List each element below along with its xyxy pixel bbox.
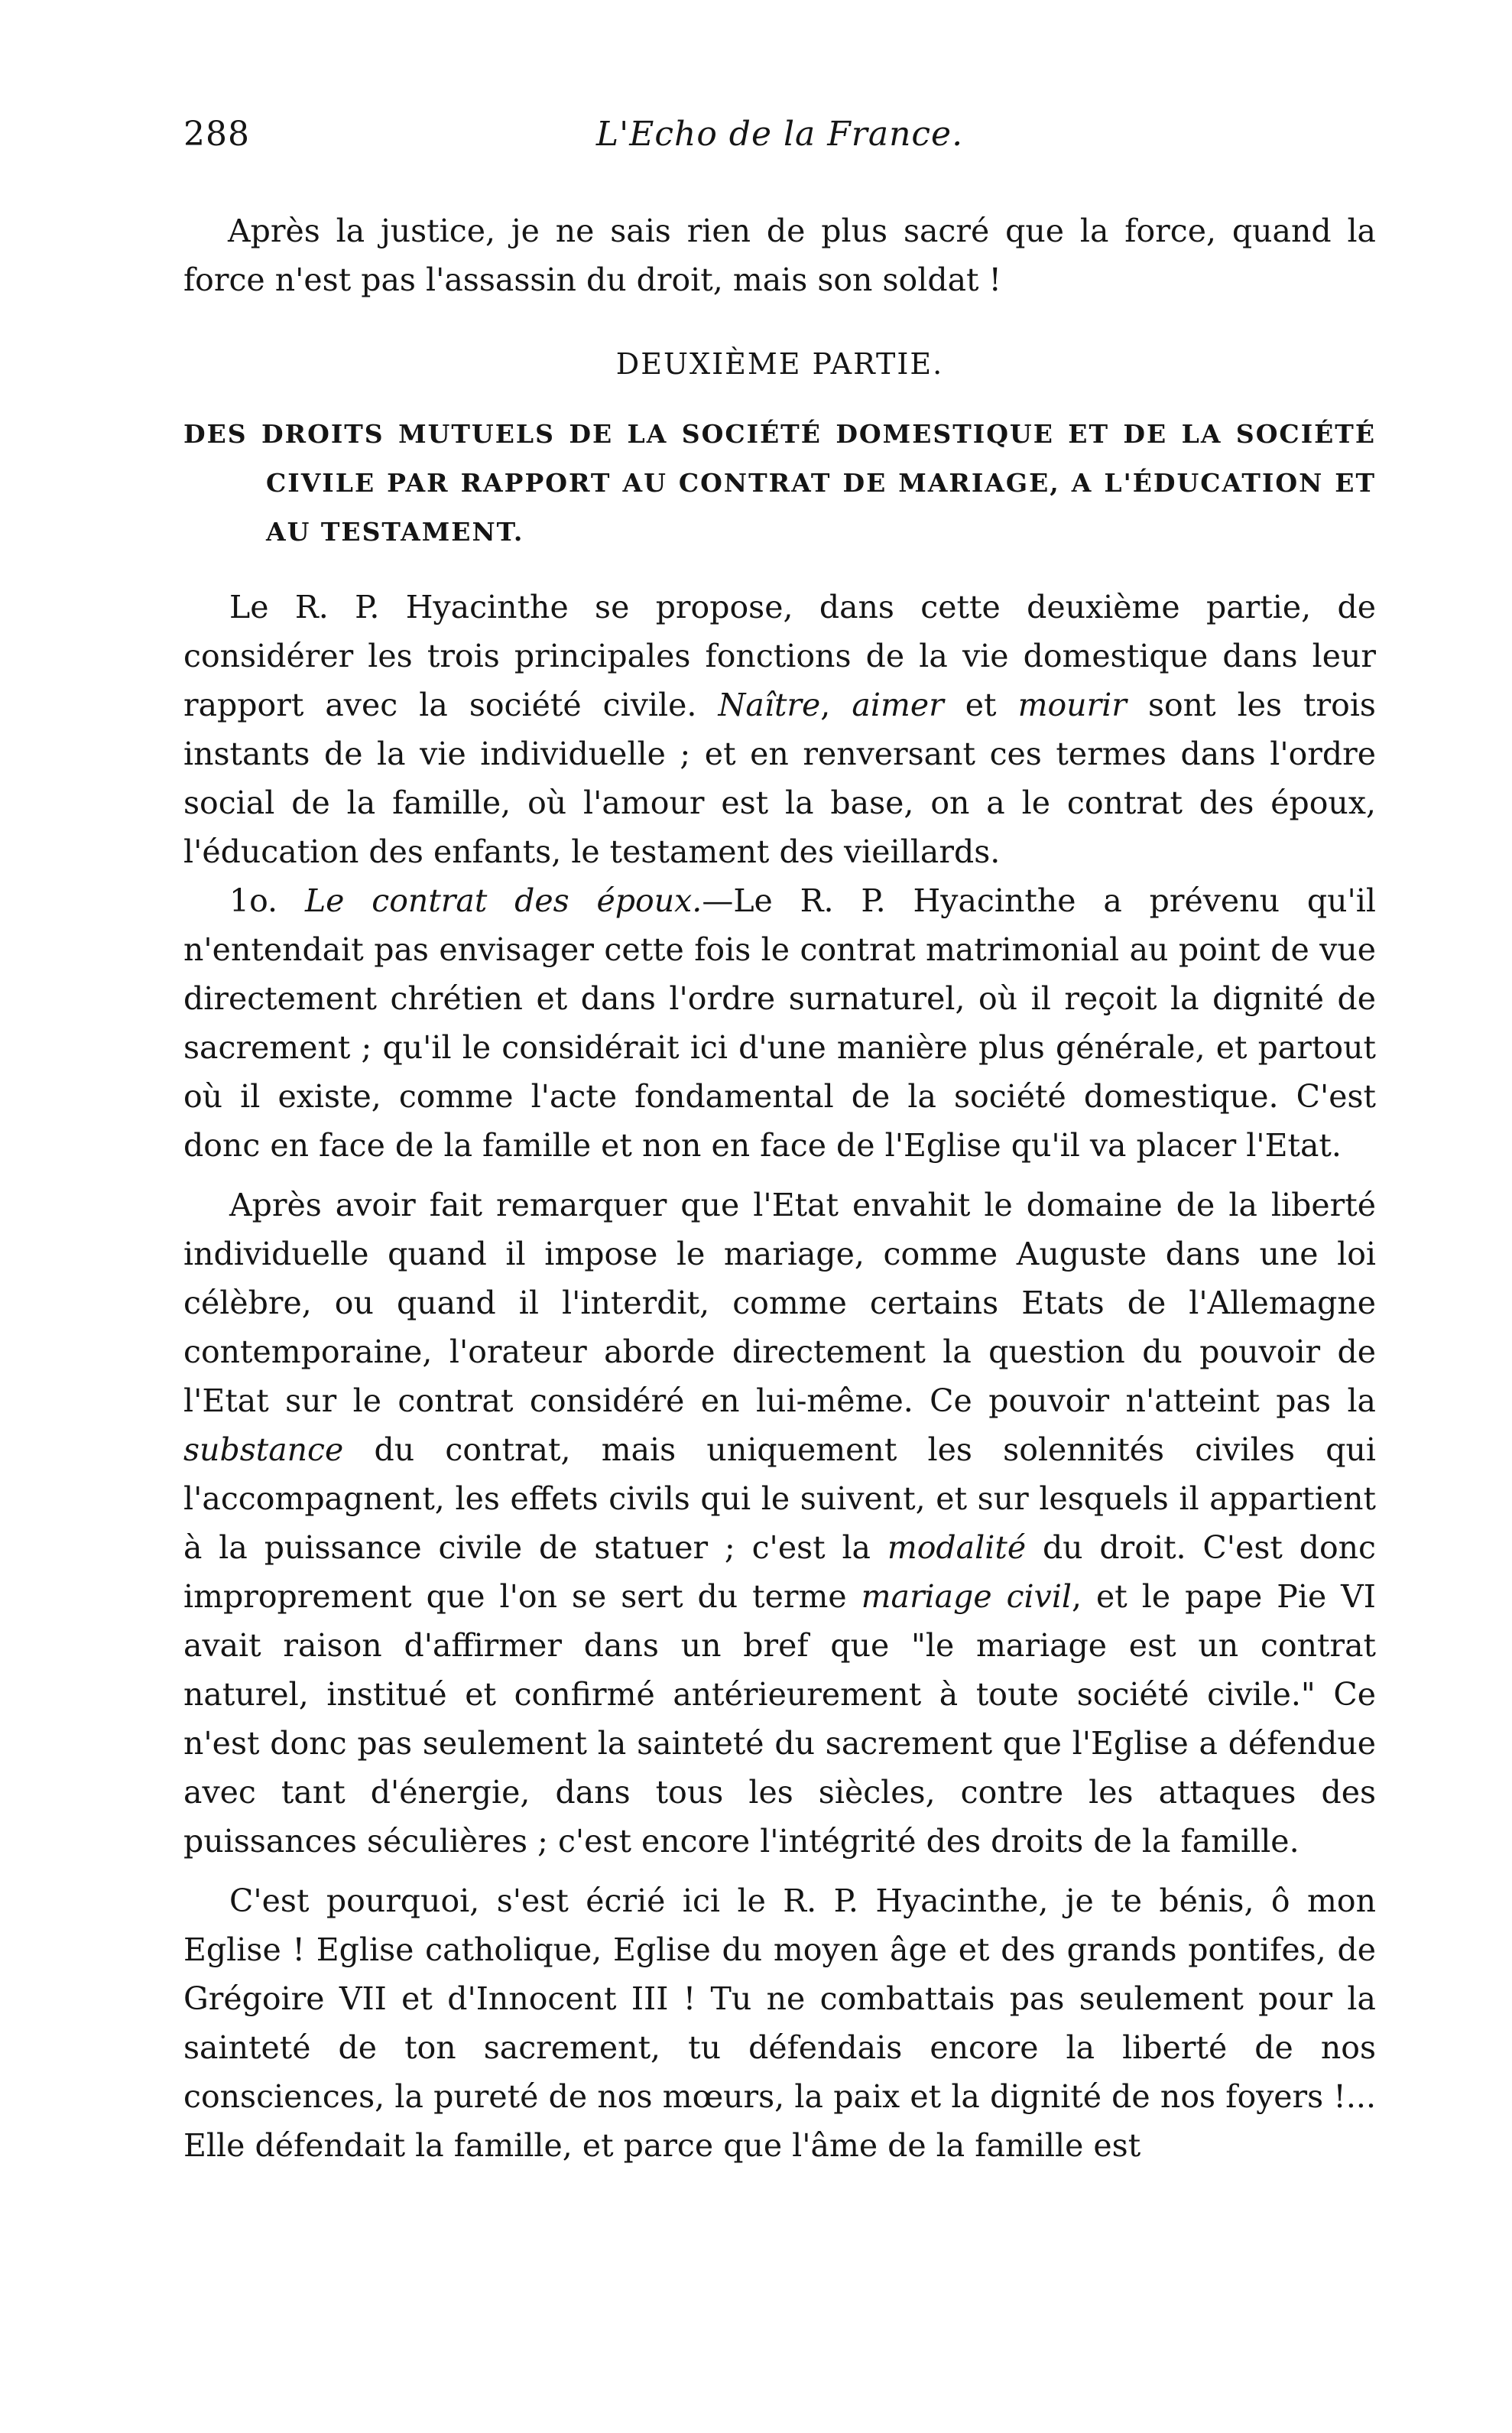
subsection-title: Le contrat des époux.: [304, 882, 702, 919]
italic-term-naitre: Naître: [718, 687, 821, 723]
paragraph-text: Le R. P. Hyacinthe se propose, dans cette deuxième partie, de considérer les trois principales fonctions de la vie domestique dans leur rapport avec la société civile.: [183, 589, 1376, 723]
paragraph-eglise: C'est pourquoi, s'est écrié ici le R. P. Hyacinthe, je te bénis, ô mon Eglise ! Eglise catholique, Eglise du moyen âge et des grands pontifes, de Grégoire VII et d'Innocent III ! Tu ne combattais pas seulement pour la sainteté de ton sacrement, tu défendais encore la liberté de nos consciences, la pureté de nos mœurs, la paix et la dignité de nos foyers !... Elle défendait la famille, et parce que l'âme de la famille est: [183, 1882, 1376, 2164]
paragraph-pouvoir-etat: [183, 1181, 1376, 1866]
page-number: 288: [183, 115, 250, 154]
italic-term-mariage-civil: mariage civil: [861, 1578, 1072, 1615]
italic-term-aimer: aimer: [852, 687, 944, 723]
paragraph-contrat-epoux: [183, 876, 1376, 1170]
paragraph-three-functions: [183, 583, 1376, 876]
paragraph-text: du contrat, mais uniquement les solennités civiles qui l'accompagnent, les effets civils qui le suivent, et sur lesquels il appartient à la puissance civile de statuer ; c'est la: [183, 1431, 1376, 1566]
page-header: [183, 115, 1376, 168]
paragraph-text: du droit. C'est donc improprement que l'on se sert du terme: [183, 1529, 1376, 1615]
section-title: DES DROITS MUTUELS DE LA SOCIÉTÉ DOMESTIQUE ET DE LA SOCIÉTÉ CIVILE PAR RAPPORT AU CONTRAT DE MARIAGE, A L'ÉDUCATION ET AU TESTAMENT.: [183, 419, 1376, 547]
italic-term-mourir: mourir: [1017, 687, 1127, 723]
conjunction-et: et: [965, 687, 997, 723]
body-text: [183, 206, 1376, 2170]
paragraph-text: , et le pape Pie VI avait raison d'affirmer dans un bref que "le mariage est un contrat naturel, institué et confirmé antérieurement à toute société civile." Ce n'est donc pas seulement la sainteté du sacrement que l'Eglise a défendue avec tant d'énergie, dans tous les siècles, contre les attaques des puissances séculières ; c'est encore l'intégrité des droits de la famille.: [183, 1578, 1376, 1860]
paragraph-text: —Le R. P. Hyacinthe a prévenu qu'il n'entendait pas envisager cette fois le contrat matrimonial au point de vue directement chrétien et dans l'ordre surnaturel, où il reçoit la dignité de sacrement ; qu'il le considérait ici d'une manière plus générale, et partout où il existe, comme l'acte fondamental de la société domestique. C'est donc en face de la famille et non en face de l'Eglise qu'il va placer l'Etat.: [183, 882, 1376, 1164]
section-heading: DEUXIÈME PARTIE.: [615, 347, 944, 381]
paragraph-text: Après avoir fait remarquer que l'Etat envahit le domaine de la liberté individuelle quand il impose le mariage, comme Auguste dans une loi célèbre, ou quand il l'interdit, comme certains Etats de l'Allemagne contemporaine, l'orateur aborde directement la question du pouvoir de l'Etat sur le contrat considéré en lui-même. Ce pouvoir n'atteint pas la: [183, 1187, 1376, 1419]
punctuation-comma: ,: [820, 687, 831, 723]
italic-term-modalite: modalité: [887, 1529, 1027, 1566]
running-title: L'Echo de la France.: [595, 115, 964, 154]
italic-term-substance: substance: [183, 1431, 344, 1468]
paragraph-justice-force: Après la justice, je ne sais rien de plus sacré que la force, quand la force n'est pas l'assassin du droit, mais son soldat !: [183, 213, 1376, 298]
paragraph-text: sont les trois instants de la vie individuelle ; et en renversant ces termes dans l'ordre social de la famille, où l'amour est la base, on a le contrat des époux, l'éducation des enfants, le testament des vieillards.: [183, 687, 1376, 870]
subsection-number: 1o.: [229, 882, 278, 919]
